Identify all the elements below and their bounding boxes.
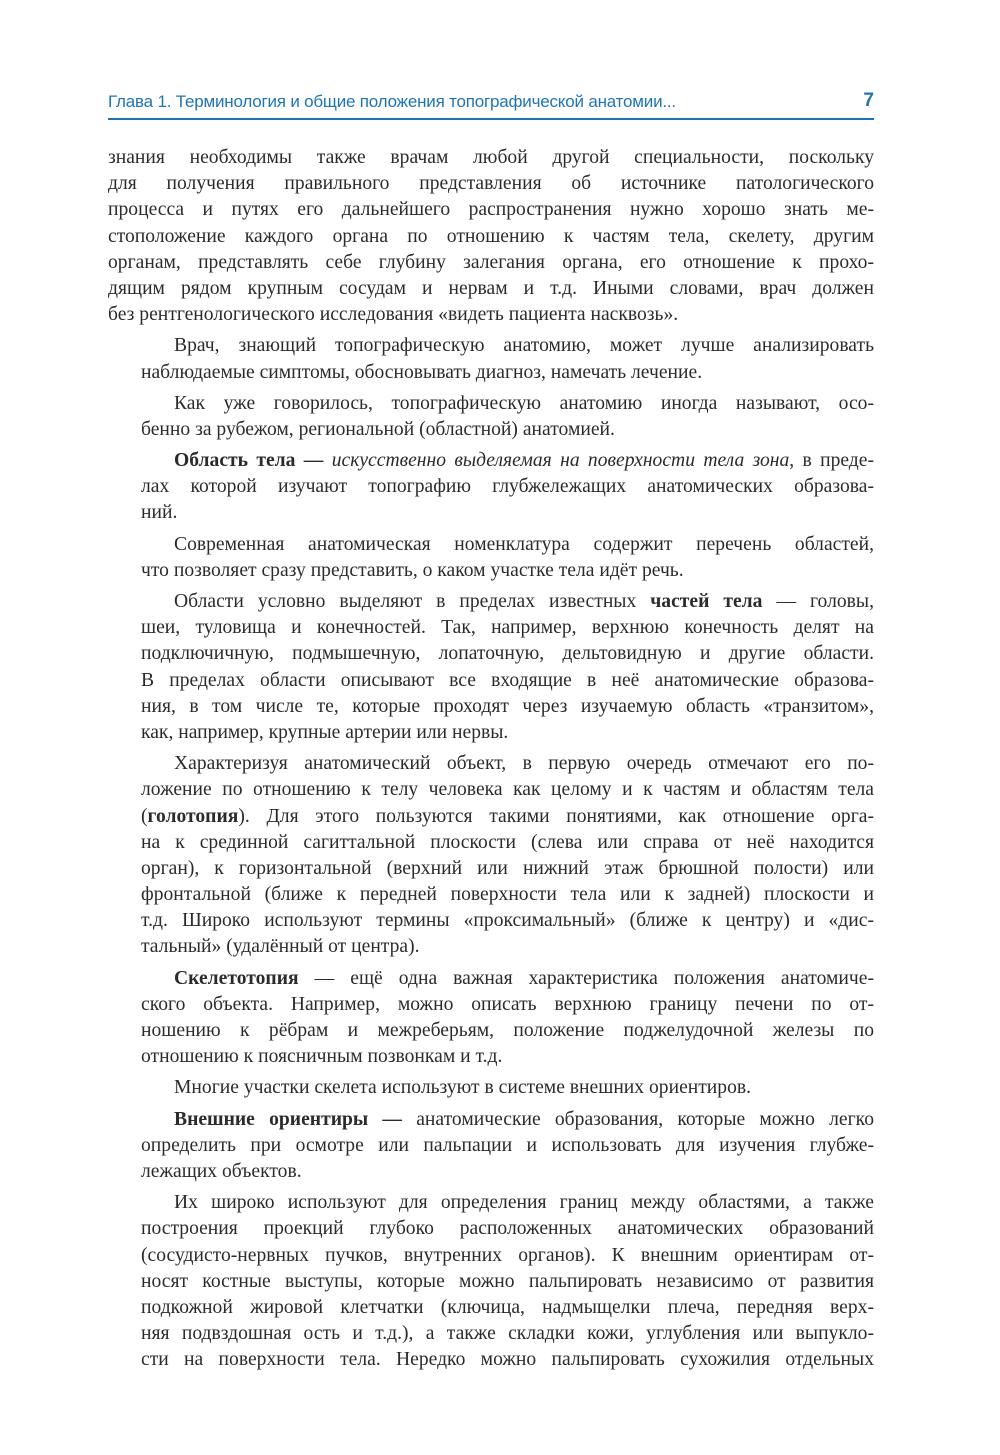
- text-line: стоположение каждого органа по отношению к частям тела, скелету, другим: [108, 225, 874, 247]
- text-line: ний.: [141, 502, 178, 524]
- text-line: построения проекций глубоко расположенных анатомических образований: [141, 1218, 874, 1240]
- text-line: лах которой изучают топографию глубжележащих анатомических образова-: [141, 476, 874, 498]
- text-line: (сосудисто-нервных пучков, внутренних органов). К внешним ориентирам от-: [141, 1244, 874, 1266]
- running-head: [108, 90, 874, 120]
- paragraph-11: [108, 1190, 874, 1373]
- paragraph-10: [108, 1107, 874, 1186]
- text-fragment: Области условно выделяют в пределах известных: [174, 591, 637, 612]
- text-line: [108, 448, 874, 474]
- paragraph-8: [108, 966, 874, 1071]
- text-line: Современная анатомическая номенклатура содержит перечень областей,: [174, 533, 874, 555]
- text-line: как, например, крупные артерии или нервы.: [141, 721, 509, 743]
- text-line: носят костные выступы, которые можно пальпировать независимо от развития: [141, 1270, 874, 1292]
- text-fragment: , в преде-: [789, 450, 874, 472]
- text-line: ния, в том числе те, которые проходят через изучаемую область «транзитом»,: [141, 695, 874, 717]
- text-line: ского объекта. Например, можно описать верхнюю границу печени по от-: [141, 993, 874, 1015]
- text-line: ложение по отношению к телу человека как целому и к частям и областям тела: [141, 779, 874, 801]
- text-line: тальный» (удалённый от центра).: [141, 936, 420, 958]
- text-line: няя подвздошная ость и т.д.), а также складки кожи, углубления или выпукло-: [141, 1323, 874, 1345]
- text-line: Врач, знающий топографическую анатомию, может лучше анализировать: [174, 335, 874, 357]
- paragraph-2: [108, 333, 874, 385]
- text-body: [108, 145, 874, 1378]
- paragraph-5: [108, 532, 874, 584]
- text-line: что позволяет сразу представить, о каком участке тела идёт речь.: [141, 559, 684, 581]
- text-line: [108, 589, 874, 615]
- text-fragment: — ещё одна важная характеристика положения анатомиче-: [298, 967, 874, 989]
- text-line: Многие участки скелета используют в системе внешних ориентиров.: [174, 1077, 752, 1099]
- term-body-parts: частей тела: [650, 591, 763, 612]
- definition-text: искусственно выделяемая на поверхности тела зона: [331, 450, 790, 472]
- text-line: т.д. Широко используют термины «проксимальный» (ближе к центру) и «дис-: [141, 910, 874, 932]
- running-title: Глава 1. Терминология и общие положения топографической анатомии...: [108, 92, 676, 111]
- text-line: для получения правильного представления об источнике патологического: [108, 173, 874, 195]
- text-line: орган), к горизонтальной (верхний или нижний этаж брюшной полости) или: [141, 857, 874, 879]
- paragraph-1: [108, 145, 874, 328]
- text-line: наблюдаемые симптомы, обосновывать диагноз, намечать лечение.: [141, 361, 703, 383]
- text-line: [108, 804, 874, 830]
- text-line: бенно за рубежом, региональной (областной) анатомией.: [141, 418, 615, 440]
- text-line: подкожной жировой клетчатки (ключица, надмыщелки плеча, передняя верх-: [141, 1296, 874, 1318]
- text-fragment: ). Для этого пользуются такими понятиями, как отношение орга-: [238, 805, 874, 827]
- text-line: знания необходимы также врачам любой другой специальности, поскольку: [108, 147, 874, 168]
- text-line: на к срединной сагиттальной плоскости (слева или справа от неё находится: [141, 831, 874, 853]
- text-line: Их широко используют для определения границ между областями, а также: [174, 1192, 874, 1214]
- text-line: Как уже говорилось, топографическую анатомию иногда называют, осо-: [174, 392, 874, 414]
- term-body-region: Область тела —: [174, 450, 324, 472]
- text-line: шеи, туловища и конечностей. Так, например, верхнюю конечность делят на: [141, 617, 874, 639]
- text-line: процесса и путях его дальнейшего распространения нужно хорошо знать ме-: [108, 199, 874, 221]
- text-line: подключичную, подмышечную, лопаточную, дельтовидную и другие области.: [141, 643, 874, 665]
- text-fragment: (: [141, 805, 148, 827]
- paragraph-4: [108, 448, 874, 527]
- text-line: отношению к поясничным позвонкам и т.д.: [141, 1046, 503, 1068]
- text-line: лежащих объектов.: [141, 1160, 302, 1182]
- paragraph-6: [108, 589, 874, 746]
- term-external-landmarks: Внешние ориентиры —: [174, 1108, 402, 1130]
- term-holotopy: голотопия: [147, 805, 239, 827]
- page-number: 7: [863, 90, 874, 111]
- text-line: ношению к рёбрам и межреберьям, положение поджелудочной железы по: [141, 1020, 874, 1041]
- text-line: дящим рядом крупным сосудам и нервам и т.д. Иными словами, врач должен: [108, 277, 874, 299]
- paragraph-9: [108, 1075, 874, 1101]
- term-skeletotopy: Скелетотопия: [174, 967, 299, 989]
- text-line: [108, 1107, 874, 1133]
- text-fragment: анатомические образования, которые можно легко: [402, 1108, 874, 1130]
- text-line: фронтальной (ближе к передней поверхности тела или к задней) плоскости и: [141, 884, 874, 906]
- text-line: Характеризуя анатомический объект, в первую очередь отмечают его по-: [174, 753, 874, 775]
- text-line: В пределах области описывают все входящие в неё анатомические образова-: [141, 669, 874, 691]
- text-line: [108, 966, 874, 992]
- text-line: определить при осмотре или пальпации и использовать для изучения глубже-: [141, 1134, 874, 1156]
- text-line: органам, представлять себе глубину залегания органа, его отношение к прохо-: [108, 251, 874, 273]
- paragraph-7: [108, 751, 874, 961]
- paragraph-3: [108, 391, 874, 443]
- text-line: сти на поверхности тела. Нередко можно пальпировать сухожилия отдельных: [141, 1349, 874, 1371]
- text-fragment: — головы,: [776, 591, 874, 612]
- text-line: без рентгенологического исследования «видеть пациента насквозь».: [108, 304, 679, 326]
